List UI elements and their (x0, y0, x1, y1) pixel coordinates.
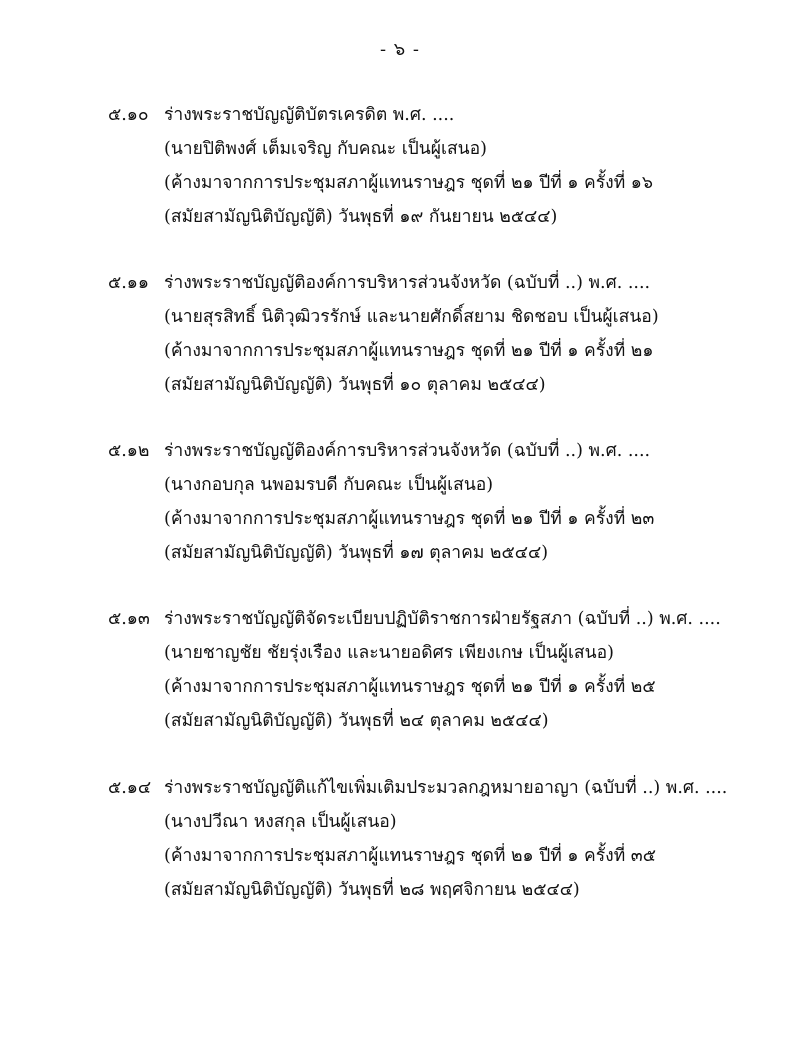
bill-title: ร่างพระราชบัญญัติบัตรเครดิต พ.ศ. .... (164, 105, 455, 125)
bill-session-date: (สมัยสามัญนิติบัญญัติ) วันพุธที่ ๒๔ ตุลาคม ๒๕๔๔) (164, 711, 549, 731)
bill-title: ร่างพระราชบัญญัติจัดระเบียบปฏิบัติราชการฝ่ายรัฐสภา (ฉบับที่ ..) พ.ศ. .... (164, 609, 721, 629)
item-number: ๕.๑๔ (108, 778, 152, 798)
bill-proposer: (นางกอบกุล นพอมรบดี กับคณะ เป็นผู้เสนอ) (164, 475, 494, 495)
bill-pending-note: (ค้างมาจากการประชุมสภาผู้แทนราษฎร ชุดที่ ๒๑ ปีที่ ๑ ครั้งที่ ๒๕ (164, 677, 656, 697)
bill-title: ร่างพระราชบัญญัติองค์การบริหารส่วนจังหวัด (ฉบับที่ ..) พ.ศ. .... (164, 273, 651, 293)
bill-session-date: (สมัยสามัญนิติบัญญัติ) วันพุธที่ ๑๗ ตุลาคม ๒๕๔๔) (164, 543, 549, 563)
bill-proposer: (นายสุรสิทธิ์ นิติวุฒิวรรักษ์ และนายศักดิ์สยาม ชิดชอบ เป็นผู้เสนอ) (164, 307, 659, 327)
bill-pending-note: (ค้างมาจากการประชุมสภาผู้แทนราษฎร ชุดที่ ๒๑ ปีที่ ๑ ครั้งที่ ๒๓ (164, 509, 655, 529)
bill-proposer: (นายชาญชัย ชัยรุ่งเรือง และนายอดิศร เพียงเกษ เป็นผู้เสนอ) (164, 643, 614, 663)
bill-pending-note: (ค้างมาจากการประชุมสภาผู้แทนราษฎร ชุดที่ ๒๑ ปีที่ ๑ ครั้งที่ ๓๕ (164, 846, 657, 866)
item-number: ๕.๑๑ (108, 273, 150, 293)
bill-session-date: (สมัยสามัญนิติบัญญัติ) วันพุธที่ ๒๘ พฤศจิกายน ๒๕๔๔) (164, 880, 580, 900)
page-number: - ๖ - (379, 39, 421, 60)
bill-pending-note: (ค้างมาจากการประชุมสภาผู้แทนราษฎร ชุดที่ ๒๑ ปีที่ ๑ ครั้งที่ ๒๑ (164, 341, 654, 361)
bill-title: ร่างพระราชบัญญัติองค์การบริหารส่วนจังหวัด (ฉบับที่ ..) พ.ศ. .... (164, 441, 651, 461)
item-number: ๕.๑๐ (108, 105, 149, 125)
item-number: ๕.๑๒ (108, 441, 150, 461)
bill-title: ร่างพระราชบัญญัติแก้ไขเพิ่มเติมประมวลกฎหมายอาญา (ฉบับที่ ..) พ.ศ. .... (164, 778, 728, 798)
bill-pending-note: (ค้างมาจากการประชุมสภาผู้แทนราษฎร ชุดที่ ๒๑ ปีที่ ๑ ครั้งที่ ๑๖ (164, 173, 654, 193)
bill-session-date: (สมัยสามัญนิติบัญญัติ) วันพุธที่ ๑๐ ตุลาคม ๒๕๔๔) (164, 375, 546, 395)
bill-proposer: (นางปวีณา หงสกุล เป็นผู้เสนอ) (164, 812, 397, 832)
bill-proposer: (นายปิติพงศ์ เต็มเจริญ กับคณะ เป็นผู้เสนอ) (164, 139, 487, 159)
item-number: ๕.๑๓ (108, 609, 150, 629)
bill-session-date: (สมัยสามัญนิติบัญญัติ) วันพุธที่ ๑๙ กันยายน ๒๕๔๔) (164, 207, 558, 227)
